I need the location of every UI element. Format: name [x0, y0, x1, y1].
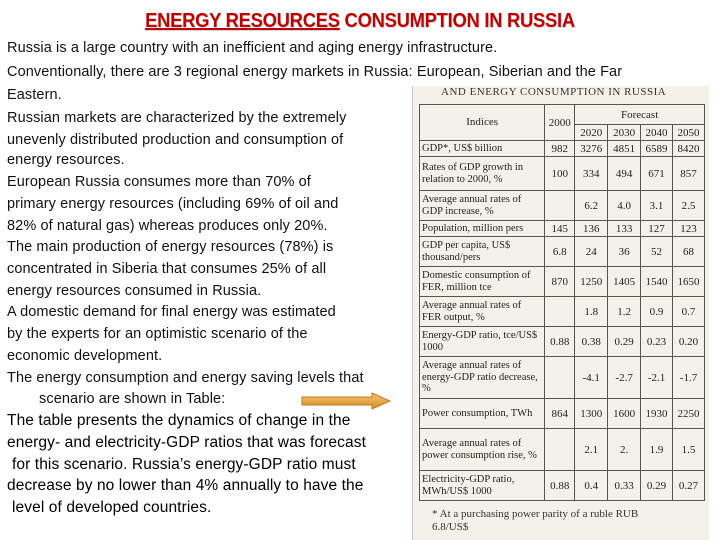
cell: 864 — [545, 399, 575, 429]
row-label: Average annual rates of energy-GDP ratio decrease, % — [420, 357, 545, 399]
table-row — [420, 297, 705, 327]
cell: 2.5 — [673, 191, 705, 221]
cell: 1930 — [641, 399, 673, 429]
cell: 857 — [673, 157, 705, 191]
body-line: energy- and electricity-GDP ratios that was forecast — [7, 434, 366, 451]
cell: 0.20 — [673, 327, 705, 357]
body-line: Russia is a large country with an inefficient and aging energy infrastructure. — [7, 40, 498, 56]
header-year: 2040 — [641, 125, 673, 141]
cell: 145 — [545, 221, 575, 237]
cell: 100 — [545, 157, 575, 191]
body-line: Russian markets are characterized by the extremely — [7, 110, 347, 126]
cell: 68 — [673, 237, 705, 267]
cell: 982 — [545, 141, 575, 157]
cell: 1.9 — [641, 429, 673, 471]
cell: 136 — [575, 221, 608, 237]
cell: -2.1 — [641, 357, 673, 399]
row-label: GDP*, US$ billion — [420, 141, 545, 157]
title-highlight: ENERGY RESOURCES — [145, 10, 340, 32]
cell: 3.1 — [641, 191, 673, 221]
row-label: Domestic consumption of FER, million tce — [420, 267, 545, 297]
table-row — [420, 327, 705, 357]
cell: -1.7 — [673, 357, 705, 399]
table-row — [420, 399, 705, 429]
body-line: economic development. — [7, 348, 163, 364]
energy-forecast-table — [419, 104, 705, 501]
table-row — [420, 157, 705, 191]
cell: 0.29 — [608, 327, 641, 357]
cell: 0.23 — [641, 327, 673, 357]
body-line: The main production of energy resources (78%) is — [7, 239, 334, 255]
cell: -4.1 — [575, 357, 608, 399]
header-year: 2020 — [575, 125, 608, 141]
table-row — [420, 471, 705, 501]
cell: 127 — [641, 221, 673, 237]
header-forecast: Forecast — [575, 105, 705, 125]
table-footnote — [432, 508, 638, 534]
cell: 1250 — [575, 267, 608, 297]
body-line: decrease by no lower than 4% annually to have the — [7, 477, 364, 494]
cell: 1.2 — [608, 297, 641, 327]
header-year: 2030 — [608, 125, 641, 141]
body-line: primary energy resources (including 69% of oil and — [7, 196, 339, 212]
cell: 0.38 — [575, 327, 608, 357]
table-row — [420, 357, 705, 399]
cell: 1540 — [641, 267, 673, 297]
row-label: Electricity-GDP ratio, MWh/US$ 1000 — [420, 471, 545, 501]
cell: 870 — [545, 267, 575, 297]
body-line: for this scenario. Russia’s energy-GDP ratio must — [12, 456, 356, 473]
row-label: Power consumption, TWh — [420, 399, 545, 429]
body-line: scenario are shown in Table: — [39, 391, 226, 407]
cell: 671 — [641, 157, 673, 191]
cell: 1650 — [673, 267, 705, 297]
table-row — [420, 141, 705, 157]
cell: 24 — [575, 237, 608, 267]
cell: 334 — [575, 157, 608, 191]
energy-table-panel — [412, 86, 709, 540]
cell: 6.8 — [545, 237, 575, 267]
body-line: energy resources consumed in Russia. — [7, 283, 262, 299]
cell — [545, 429, 575, 471]
row-label: Average annual rates of GDP increase, % — [420, 191, 545, 221]
table-row — [420, 221, 705, 237]
body-line: level of developed countries. — [12, 499, 212, 516]
cell: 52 — [641, 237, 673, 267]
cell: 8420 — [673, 141, 705, 157]
cell: 0.88 — [545, 327, 575, 357]
body-line: energy resources. — [7, 152, 125, 168]
cell: 6589 — [641, 141, 673, 157]
row-label: Rates of GDP growth in relation to 2000, % — [420, 157, 545, 191]
body-line: concentrated in Siberia that consumes 25% of all — [7, 261, 327, 277]
cell: 494 — [608, 157, 641, 191]
body-line: Eastern. — [7, 87, 62, 103]
header-indices: Indices — [420, 105, 545, 141]
table-header-row — [420, 105, 705, 125]
table-caption: AND ENERGY CONSUMPTION IN RUSSIA — [441, 86, 667, 98]
cell: 0.7 — [673, 297, 705, 327]
body-line: by the experts for an optimistic scenario of the — [7, 326, 308, 342]
cell: 0.4 — [575, 471, 608, 501]
cell: 1.8 — [575, 297, 608, 327]
title-rest: CONSUMPTION IN RUSSIA — [339, 10, 575, 32]
body-line: European Russia consumes more than 70% of — [7, 174, 311, 190]
body-line: A domestic demand for final energy was estimated — [7, 304, 336, 320]
table-row — [420, 237, 705, 267]
row-label: Average annual rates of FER output, % — [420, 297, 545, 327]
row-label: GDP per capita, US$ thousand/pers — [420, 237, 545, 267]
cell: 1600 — [608, 399, 641, 429]
cell: 4851 — [608, 141, 641, 157]
cell: 123 — [673, 221, 705, 237]
cell: 1300 — [575, 399, 608, 429]
cell: 2250 — [673, 399, 705, 429]
cell — [545, 357, 575, 399]
slide-title — [29, 10, 691, 33]
footnote-line: 6.8/US$ — [432, 521, 469, 533]
cell: 3276 — [575, 141, 608, 157]
cell — [545, 191, 575, 221]
footnote-line: * At a purchasing power parity of a ruble RUB — [432, 508, 639, 520]
row-label: Population, million pers — [420, 221, 545, 237]
cell: 4.0 — [608, 191, 641, 221]
body-line: The table presents the dynamics of change in the — [7, 412, 351, 429]
cell: -2.7 — [608, 357, 641, 399]
header-year: 2050 — [673, 125, 705, 141]
cell: 2.1 — [575, 429, 608, 471]
cell: 36 — [608, 237, 641, 267]
cell: 0.29 — [641, 471, 673, 501]
table-row — [420, 191, 705, 221]
row-label: Energy-GDP ratio, tce/US$ 1000 — [420, 327, 545, 357]
cell: 0.88 — [545, 471, 575, 501]
cell: 0.33 — [608, 471, 641, 501]
body-line: 82% of natural gas) whereas produces only 20%. — [7, 218, 328, 234]
right-arrow-icon — [300, 392, 392, 410]
cell — [545, 297, 575, 327]
cell: 1405 — [608, 267, 641, 297]
table-row — [420, 429, 705, 471]
cell: 2. — [608, 429, 641, 471]
body-line: Conventionally, there are 3 regional energy markets in Russia: European, Siberian and the Far — [7, 64, 623, 80]
row-label: Average annual rates of power consumption rise, % — [420, 429, 545, 471]
table-row — [420, 267, 705, 297]
body-line: unevenly distributed production and consumption of — [7, 132, 344, 148]
cell: 0.27 — [673, 471, 705, 501]
body-line: The energy consumption and energy saving levels that — [7, 370, 364, 386]
cell: 1.5 — [673, 429, 705, 471]
cell: 0.9 — [641, 297, 673, 327]
cell: 6.2 — [575, 191, 608, 221]
cell: 133 — [608, 221, 641, 237]
header-base-year: 2000 — [545, 105, 575, 141]
